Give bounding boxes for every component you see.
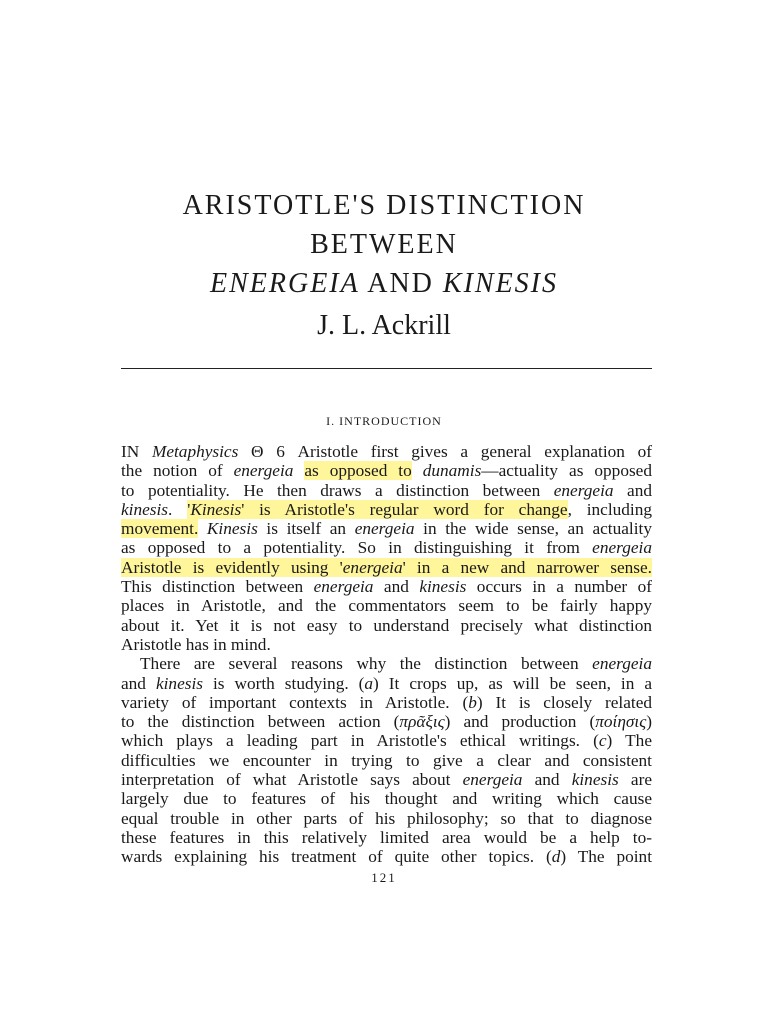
text-line: to potentiality. He then draws a distinction between energeia and	[121, 480, 652, 500]
text-line: as opposed to a potentiality. So in distinguishing it from energeia	[121, 538, 652, 558]
text-line	[121, 558, 652, 577]
text-line: places in Aristotle, and the commentators seem to be fairly happy	[121, 596, 652, 616]
text-line: to the distinction between action (πρᾶξις) and production (ποίησις)	[121, 712, 652, 732]
title-divider	[121, 368, 652, 369]
section-heading: I. INTRODUCTION	[326, 414, 442, 428]
author-name: J. L. Ackrill	[317, 310, 451, 341]
text-line: variety of important contexts in Aristotle. (b) It is closely related	[121, 692, 652, 712]
text-line: movement. Kinesis is itself an energeia in the wide sense, an actuality	[121, 519, 652, 539]
title-line-1: ARISTOTLE'S DISTINCTION	[182, 190, 586, 221]
title-line-2: BETWEEN	[310, 229, 458, 260]
highlight: as opposed to	[304, 461, 412, 481]
highlight: movement.	[121, 519, 199, 539]
title-word-energeia: ENERGEIA	[210, 268, 360, 299]
body-text	[121, 442, 652, 867]
text-line: There are several reasons why the distinction between energeia	[140, 654, 652, 674]
text-line: the notion of energeia as opposed to dunamis—actuality as opposed	[121, 461, 652, 481]
highlight: Aristotle is evidently using 'energeia' in a new and narrower sense.	[121, 557, 653, 577]
text-line: and kinesis is worth studying. (a) It crops up, as will be seen, in a	[121, 673, 652, 693]
text-line: about it. Yet it is not easy to understand precisely what distinction	[121, 615, 652, 635]
title-word-and: AND	[367, 268, 434, 299]
text-line: IN Metaphysics Θ 6 Aristotle first gives a general explanation of	[121, 442, 653, 461]
text-line: kinesis. 'Kinesis' is Aristotle's regular word for change, including	[121, 499, 652, 519]
text-line: largely due to features of his thought and writing which cause	[121, 789, 652, 809]
highlight: 'Kinesis' is Aristotle's regular word for change	[187, 499, 568, 519]
text-line: This distinction between energeia and kinesis occurs in a number of	[121, 577, 653, 597]
text-line: interpretation of what Aristotle says about energeia and kinesis are	[121, 770, 652, 790]
text-line: these features in this relatively limited area would be a help to-	[121, 827, 652, 847]
text-line: difficulties we encounter in trying to give a clear and consistent	[121, 750, 652, 770]
text-line: wards explaining his treatment of quite other topics. (d) The point	[121, 847, 652, 867]
text-line: Aristotle has in mind.	[121, 634, 271, 654]
title-block	[0, 186, 768, 346]
page-number: 121	[371, 870, 397, 885]
text-line: which plays a leading part in Aristotle's ethical writings. (c) The	[121, 731, 652, 751]
title-line-3	[0, 264, 768, 303]
title-word-kinesis: KINESIS	[442, 268, 558, 299]
text-line: equal trouble in other parts of his philosophy; so that to diagnose	[121, 808, 652, 828]
